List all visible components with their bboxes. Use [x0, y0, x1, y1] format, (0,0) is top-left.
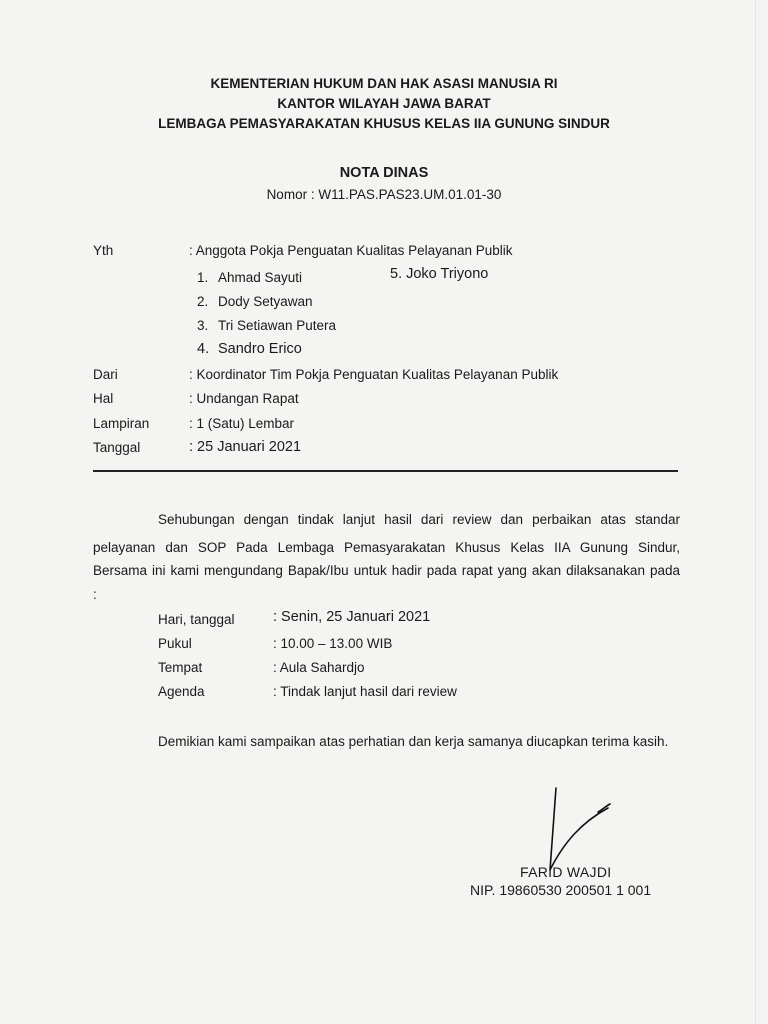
body-line-4: : — [93, 587, 97, 602]
recipient-4-name: Sandro Erico — [218, 341, 302, 357]
recipient-2-num: 2. — [197, 294, 209, 309]
agenda-value: : Tindak lanjut hasil dari review — [273, 684, 457, 699]
signatory-nip: NIP. 19860530 200501 1 001 — [470, 882, 652, 898]
body-line-1: Sehubungan dengan tindak lanjut hasil dari review dan perbaikan atas standar — [158, 512, 680, 527]
dari-value: : Koordinator Tim Pokja Penguatan Kualitas Pelayanan Publik — [189, 367, 559, 382]
recipient-1-num: 1. — [197, 270, 209, 285]
header-office: KANTOR WILAYAH JAWA BARAT — [277, 96, 491, 111]
body-line-3: Bersama ini kami mengundang Bapak/Ibu untuk hadir pada rapat yang akan dilaksanakan pada — [93, 563, 680, 578]
recipient-2-name: Dody Setyawan — [218, 294, 313, 309]
tanggal-value: : 25 Januari 2021 — [189, 439, 302, 455]
yth-label: Yth — [93, 243, 114, 258]
agenda-label: Agenda — [158, 684, 205, 699]
yth-value: : Anggota Pokja Penguatan Kualitas Pelayanan Publik — [189, 243, 513, 258]
document-number: Nomor : W11.PAS.PAS23.UM.01.01-30 — [266, 187, 502, 202]
hari-label: Hari, tanggal — [158, 612, 235, 627]
header-institution: LEMBAGA PEMASYARAKATAN KHUSUS KELAS IIA GUNUNG SINDUR — [158, 116, 610, 131]
pukul-label: Pukul — [158, 636, 192, 651]
body-line-2: pelayanan dan SOP Pada Lembaga Pemasyarakatan Khusus Kelas IIA Gunung Sindur, — [93, 540, 680, 555]
recipient-1-name: Ahmad Sayuti — [218, 270, 303, 285]
page-edge — [755, 0, 756, 1024]
pukul-value: : 10.00 – 13.00 WIB — [273, 636, 393, 651]
tanggal-label: Tanggal — [93, 440, 141, 455]
dari-label: Dari — [93, 367, 118, 382]
divider-line — [93, 470, 678, 472]
header-ministry: KEMENTERIAN HUKUM DAN HAK ASASI MANUSIA RI — [210, 76, 558, 91]
tempat-value: : Aula Sahardjo — [273, 660, 365, 675]
lampiran-value: : 1 (Satu) Lembar — [189, 416, 295, 431]
tempat-label: Tempat — [158, 660, 203, 675]
recipient-5: 5. Joko Triyono — [390, 266, 489, 282]
recipient-4-num: 4. — [197, 341, 210, 357]
signatory-name: FARID WAJDI — [520, 864, 612, 880]
hal-label: Hal — [93, 391, 114, 406]
hari-value: : Senin, 25 Januari 2021 — [273, 609, 431, 625]
recipient-3-num: 3. — [197, 318, 209, 333]
recipient-3-name: Tri Setiawan Putera — [218, 318, 337, 333]
closing-text: Demikian kami sampaikan atas perhatian dan kerja samanya diucapkan terima kasih. — [158, 734, 669, 749]
hal-value: : Undangan Rapat — [189, 391, 299, 406]
lampiran-label: Lampiran — [93, 416, 150, 431]
document-title: NOTA DINAS — [339, 165, 429, 181]
